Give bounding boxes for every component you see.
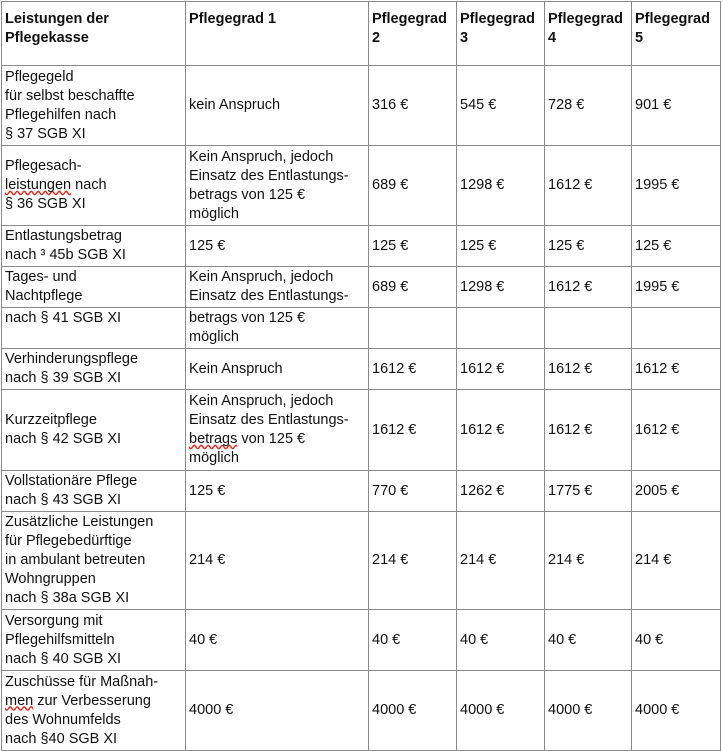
cell-pg4: 214 € bbox=[545, 512, 632, 610]
cell-pg2: 316 € bbox=[369, 66, 457, 146]
header-pflegegrad-2: Pflegegrad 2 bbox=[369, 2, 457, 66]
cell-pg1: 4000 € bbox=[186, 671, 369, 751]
cell-pg1: Kein Anspruch, jedoch Einsatz des Entlastungs- betrags von 125 € möglich bbox=[186, 390, 369, 471]
table-row bbox=[2, 512, 721, 610]
cell-pg4: 1612 € bbox=[545, 349, 632, 390]
cell-pg2: 689 € bbox=[369, 146, 457, 226]
cell-pg5: 1612 € bbox=[632, 390, 721, 471]
row-label-wohngruppen: Zusätzliche Leistungen für Pflegebedürftige in ambulant betreuten Wohngruppen nach § 38a SGB XI bbox=[2, 512, 186, 610]
row-label-verhinderungspflege: Verhinderungspflege nach § 39 SGB XI bbox=[2, 349, 186, 390]
cell-pg4: 1775 € bbox=[545, 471, 632, 512]
cell-pg3: 1612 € bbox=[457, 349, 545, 390]
row-label-vollstationaer: Vollstationäre Pflege nach § 43 SGB XI bbox=[2, 471, 186, 512]
table-row bbox=[2, 390, 721, 471]
cell-empty bbox=[632, 308, 721, 349]
table-row bbox=[2, 267, 721, 308]
cell-pg1: Kein Anspruch, jedoch Einsatz des Entlastungs- betrags von 125 € möglich bbox=[186, 146, 369, 226]
cell-pg2: 689 € bbox=[369, 267, 457, 308]
cell-pg3: 1298 € bbox=[457, 146, 545, 226]
cell-pg2: 4000 € bbox=[369, 671, 457, 751]
cell-pg5: 40 € bbox=[632, 610, 721, 671]
cell-pg4: 125 € bbox=[545, 226, 632, 267]
cell-pg5: 214 € bbox=[632, 512, 721, 610]
spellcheck-word: betrags bbox=[189, 431, 238, 447]
cell-pg4: 4000 € bbox=[545, 671, 632, 751]
cell-pg1: 125 € bbox=[186, 226, 369, 267]
row-label-kurzzeitpflege: Kurzzeitpflege nach § 42 SGB XI bbox=[2, 390, 186, 471]
table-row bbox=[2, 471, 721, 512]
row-label-tagespflege-bottom: nach § 41 SGB XI bbox=[2, 308, 186, 349]
row-label-entlastungsbetrag: Entlastungsbetrag nach ³ 45b SGB XI bbox=[2, 226, 186, 267]
row-label-pflegesachleistungen: Pflegesach- leistungen nach § 36 SGB XI bbox=[2, 146, 186, 226]
cell-pg5: 1995 € bbox=[632, 267, 721, 308]
cell-pg1: 40 € bbox=[186, 610, 369, 671]
cell-pg5: 1612 € bbox=[632, 349, 721, 390]
cell-pg2: 40 € bbox=[369, 610, 457, 671]
table-row bbox=[2, 66, 721, 146]
cell-pg5: 1995 € bbox=[632, 146, 721, 226]
header-pflegegrad-3: Pflegegrad 3 bbox=[457, 2, 545, 66]
row-label-wohnumfeld: Zuschüsse für Maßnah- men zur Verbesserung des Wohnumfelds nach §40 SGB XI bbox=[2, 671, 186, 751]
cell-pg1: kein Anspruch bbox=[186, 66, 369, 146]
row-label-tagespflege-top: Tages- und Nachtpflege bbox=[2, 267, 186, 308]
header-pflegegrad-1: Pflegegrad 1 bbox=[186, 2, 369, 66]
cell-pg2: 1612 € bbox=[369, 390, 457, 471]
table-row bbox=[2, 349, 721, 390]
cell-pg4: 1612 € bbox=[545, 267, 632, 308]
spellcheck-word: men bbox=[5, 692, 34, 709]
cell-pg3: 125 € bbox=[457, 226, 545, 267]
cell-pg3: 214 € bbox=[457, 512, 545, 610]
cell-pg4: 40 € bbox=[545, 610, 632, 671]
cell-pg5: 4000 € bbox=[632, 671, 721, 751]
table-row bbox=[2, 226, 721, 267]
cell-pg3: 4000 € bbox=[457, 671, 545, 751]
cell-pg2: 214 € bbox=[369, 512, 457, 610]
table-row bbox=[2, 308, 721, 349]
pflegeleistungen-table bbox=[1, 1, 721, 751]
cell-pg3: 40 € bbox=[457, 610, 545, 671]
cell-pg3: 545 € bbox=[457, 66, 545, 146]
cell-pg1: 214 € bbox=[186, 512, 369, 610]
cell-pg4: 728 € bbox=[545, 66, 632, 146]
table-row bbox=[2, 610, 721, 671]
cell-pg1-top: Kein Anspruch, jedoch Einsatz des Entlastungs- bbox=[186, 267, 369, 308]
header-pflegegrad-5: Pflegegrad 5 bbox=[632, 2, 721, 66]
cell-pg3: 1262 € bbox=[457, 471, 545, 512]
header-leistungen: Leistungen der Pflegekasse bbox=[2, 2, 186, 66]
cell-pg5: 125 € bbox=[632, 226, 721, 267]
cell-pg2: 125 € bbox=[369, 226, 457, 267]
row-label-pflegehilfsmittel: Versorgung mit Pflegehilfsmitteln nach § 40 SGB XI bbox=[2, 610, 186, 671]
cell-empty bbox=[457, 308, 545, 349]
cell-pg2: 770 € bbox=[369, 471, 457, 512]
cell-pg5: 2005 € bbox=[632, 471, 721, 512]
header-pflegegrad-4: Pflegegrad 4 bbox=[545, 2, 632, 66]
cell-pg5: 901 € bbox=[632, 66, 721, 146]
cell-pg1: 125 € bbox=[186, 471, 369, 512]
row-label-pflegegeld: Pflegegeld für selbst beschaffte Pflegehilfen nach § 37 SGB XI bbox=[2, 66, 186, 146]
cell-pg2: 1612 € bbox=[369, 349, 457, 390]
cell-pg3: 1298 € bbox=[457, 267, 545, 308]
cell-empty bbox=[545, 308, 632, 349]
table-row bbox=[2, 146, 721, 226]
cell-pg3: 1612 € bbox=[457, 390, 545, 471]
cell-pg1: Kein Anspruch bbox=[186, 349, 369, 390]
cell-empty bbox=[369, 308, 457, 349]
cell-pg4: 1612 € bbox=[545, 390, 632, 471]
table-row bbox=[2, 671, 721, 751]
header-row bbox=[2, 2, 721, 66]
spellcheck-word: leistungen bbox=[5, 177, 72, 193]
cell-pg4: 1612 € bbox=[545, 146, 632, 226]
cell-pg1-bottom: betrags von 125 € möglich bbox=[186, 308, 369, 349]
